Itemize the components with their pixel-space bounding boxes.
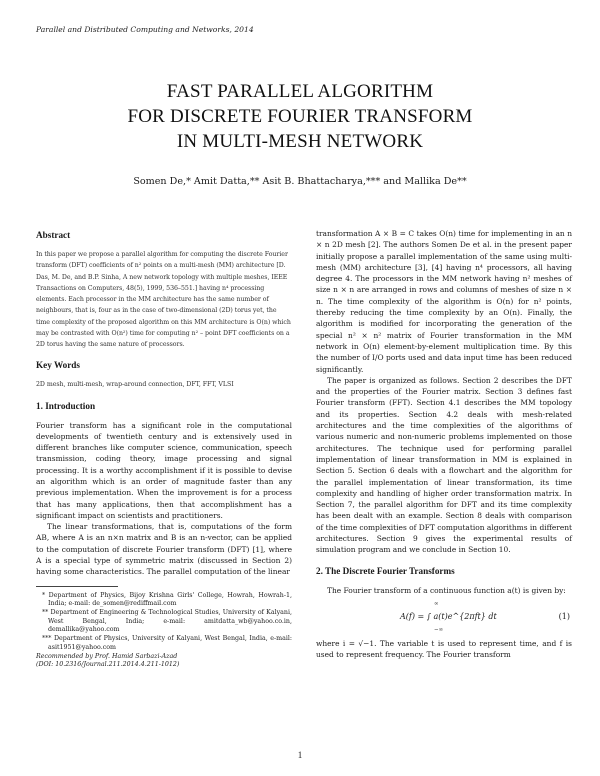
integral-upper-limit: ∞ (434, 600, 439, 607)
footnote-rule (36, 586, 118, 587)
paper-title (40, 79, 560, 154)
author-list: Somen De,* Amit Datta,** Asit B. Bhattacharya,*** and Mallika De** (133, 176, 467, 187)
page-number: 1 (297, 750, 303, 760)
abstract-heading: Abstract (36, 230, 71, 240)
section-2-paragraph-1: The Fourier transform of a continuous function a(t) is given by: (327, 585, 566, 595)
intro-paragraph-1: Fourier transform has a significant role in the computational developments of twentieth century and is extensively used in different branches like computer science, communication, speech transmission, coding theory, image processing and signal processing. It is a worthy accomplishment if it is possible to devise an algorithm which is an order of magnitude faster than any previous implementation. When the improvement is for a process that has many applications, then that accomplishment has a significant impact on scientists and practitioners. (36, 420, 292, 520)
left-column (36, 230, 292, 670)
footnote-2: ** Department of Engineering & Technological Studies, University of Kalyani, West Bengal, India; e-mail: amitdatta_wb@yahoo.co.in, demallika@yahoo.com (42, 609, 292, 634)
introduction-heading: 1. Introduction (36, 400, 96, 411)
section-2-heading: 2. The Discrete Fourier Transforms (316, 565, 455, 576)
intro-paragraph-2: The linear transformations, that is, computations of the form AB, where A is an n×n matrix and B is an n-vector, can be applied to the computation of discrete Fourier transform (DFT) [1], where A is a special type of symmetric matrix (discussed in Section 2) having some characteristics. The parallel computation of the linear (36, 522, 292, 577)
recommended-by: Recommended by Prof. Hamid Sarbazi-Azad (36, 652, 178, 660)
title-line-2: FOR DISCRETE FOURIER TRANSFORM (127, 106, 473, 127)
abstract-text: In this paper we propose a parallel algorithm for computing the discrete Fourier transform (DFT) coefficients of n² points on a multi-mesh (MM) architecture [D. Das, M. De, and B.P. Sinha, A new network topology with multiple meshes, IEEE Transactions on Computers, 48(5), 1999, 536–551.] having n⁴ processing elements. Each processor in the MM architecture has the same number of neighbours, that is, four as in the case of two-dimensional (2D) torus yet, the time complexity of the proposed algorithm on this MM architecture is O(n) which may be contrasted with O(n²) time for computing n² – point DFT coefficients on a 2D torus having the same nature of processors. (36, 251, 291, 348)
footnote-3: *** Department of Physics, University of Kalyani, West Bengal, India, e-mail: asit1951@yahoo.com (42, 635, 292, 651)
equation-body: A(f) = ∫ a(t)e^{2πft} dt (400, 611, 497, 621)
equation-number: (1) (558, 611, 570, 621)
equation-1 (316, 600, 572, 634)
title-line-1: FAST PARALLEL ALGORITHM (166, 81, 434, 102)
keywords-heading: Key Words (36, 360, 80, 371)
title-line-3: IN MULTI-MESH NETWORK (176, 131, 424, 152)
right-column (316, 228, 572, 661)
footnote-1: * Department of Physics, Bijoy Krishna Girls' College, Howrah, Howrah-1, India; e-mail: de_somen@rediffmail.com (42, 591, 292, 608)
doi: (DOI: 10.2316/Journal.211.2014.4.211-1012) (36, 661, 180, 669)
right-paragraph-1: transformation A × B = C takes O(n) time for implementing in an n × n 2D mesh [2]. The authors Somen De et al. in the present paper initially propose a parallel implementation of the same using multi-mesh (MM) architecture [3], [4] having n⁴ processors, all having degree 4. The processors in the MM network having n² meshes of size n × n are arranged in rows and columns of meshes of size n × n. The time complexity of the algorithm is O(n) for n² points, thereby reducing the time complexity by an O(n). Finally, the algorithm is modified for incorporating the generation of the special n² × n² matrix of Fourier transformation in the MM network in O(n) element-by-element multiplication time. By this the number of I/O ports used and data input time has been reduced significantly. (316, 229, 572, 374)
running-head: Parallel and Distributed Computing and Networks, 2014 (36, 25, 254, 34)
integral-lower-limit: −∞ (434, 626, 444, 633)
keywords-text: 2D mesh, multi-mesh, wrap-around connection, DFT, FFT, VLSI (36, 381, 234, 389)
section-2-paragraph-2: where i = √−1. The variable t is used to represent time, and f is used to represent frequency. The Fourier transform (316, 638, 572, 660)
right-paragraph-2: The paper is organized as follows. Section 2 describes the DFT and the properties of the Fourier matrix. Section 3 defines fast Fourier transform (FFT). Section 4.1 describes the MM topology and its properties. Section 4.2 deals with mesh-related architectures and the time complexities of the algorithms of various numeric and non-numeric problems implemented on those architectures. The technique used for performing parallel implementation of linear transformation in MM is explained in Section 5. Section 6 deals with a flowchart and the algorithm for the parallel implementation of linear transformation, its time complexity and handling of higher order transformation matrix. In Section 7, the parallel algorithm for DFT and its time complexity has been dealt with an example. Section 8 deals with comparison of the time complexities of DFT computation algorithms in different architectures. Section 9 gives the experimental results of simulation program and we conclude in Section 10. (316, 375, 572, 555)
